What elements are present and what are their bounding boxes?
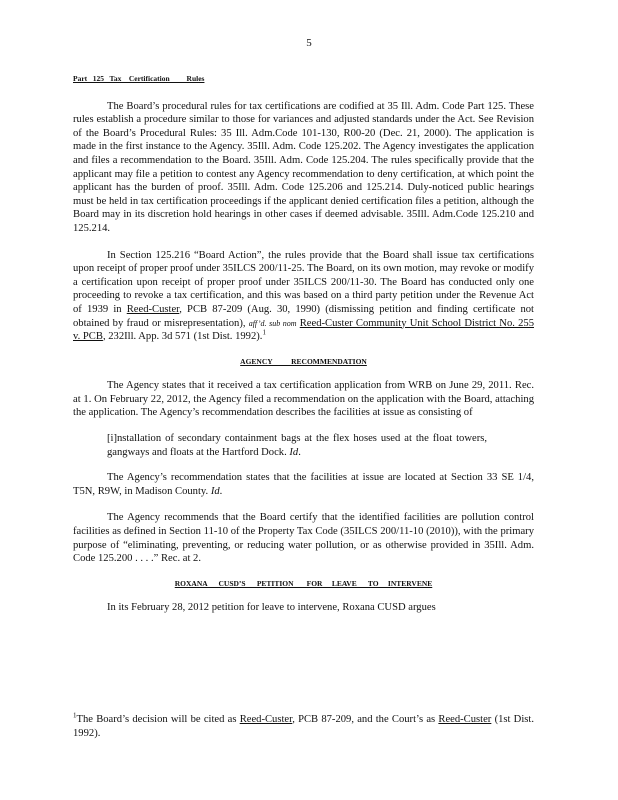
footnote-reference: 1 <box>262 328 266 337</box>
footnote-case-reed-custer-court: Reed-Custer <box>438 714 492 725</box>
quoted-facility-description: [i]nstallation of secondary containment bags at the flex hoses used at the float towers, gangways and floats at the Hartford Dock. Id. <box>107 433 487 458</box>
document-body <box>73 72 534 615</box>
paragraph-roxana-argues: In its February 28, 2012 petition for leave to intervene, Roxana CUSD argues <box>107 602 436 614</box>
paragraph-agency-recommends: The Agency recommends that the Board certify that the identified facilities are pollution control facilities as defined in Section 11-10 of the Property Tax Code (35ILCS 200/11-10 (2010)), with the primary purpose of “eliminating, preventing, or reducing water pollution, or as otherwise provided in 35Ill. Adm. Code 125.200 . . . .” Rec. at 2. <box>73 512 534 565</box>
case-reed-custer: Reed-Custer <box>126 303 180 315</box>
paragraph-board-action <box>73 249 534 344</box>
affd-sub-nom: aff’d. sub nom <box>248 318 297 328</box>
paragraph-facility-location: The Agency’s recommendation states that the facilities at issue are located at Section 33 SE 1/4, T5N, R9W, in Madison County. Id. <box>73 472 534 497</box>
board-action-text-b: , PCB 87-209 (Aug. 30, 1990) (dismissing petition and finding certificate not obtained by fraud or misrepresentation), <box>73 303 534 329</box>
agency-recommendation-heading: AGENCY RECOMMENDATION <box>240 356 367 366</box>
paragraph-agency-received: The Agency states that it received a tax certification application from WRB on June 29, 2011. Rec. at 1. On February 22, 2012, the Agency filed a recommendation on the application with the Board, attaching the application. The Agency’s recommendation describes the facilities at issue as consisting of <box>73 380 534 419</box>
footnote: $^1$The Board’s decision will be cited as Reed-Custer, PCB 87-209, and the Court’s as Reed-Custer (1st Dist. 1992). <box>73 711 534 739</box>
footnote-mark: 1 <box>73 711 77 720</box>
roxana-petition-heading: ROXANA CUSD’S PETITION FOR LEAVE TO INTERVENE <box>174 578 433 588</box>
board-action-text-d: , 232Ill. App. 3d 571 (1st Dist. 1992). <box>102 331 263 343</box>
id-citation: Id <box>210 485 220 497</box>
id-citation: Id <box>289 446 299 458</box>
footnote-case-reed-custer: Reed-Custer <box>239 714 293 725</box>
case-reed-custer-district: Reed-Custer Community Unit School District No. 255 v. PCB <box>73 317 534 343</box>
page-number: 5 <box>306 37 312 49</box>
part-125-heading: Part 125 Tax Certification Rules <box>73 74 205 83</box>
paragraph-procedural-rules: The Board’s procedural rules for tax certifications are codified at 35 Ill. Adm. Code Part 125. These rules establish a procedure similar to those for variances and adjusted standards under the Act. See Revision of the Board’s Procedural Rules: 35 Ill. Adm.Code 101-130, R00-20 (Dec. 21, 2000). The application is made in the first instance to the Agency. 35Ill. Adm. Code 125.202. The Agency investigates the application and files a recommendation to the Board. 35Ill. Adm. Code 125.204. The rules specifically provide that the applicant may file a petition to contest any Agency recommendation to deny certification, at which point the applicant has the burden of proof. 35Ill. Adm. Code 125.206 and 125.214. Duly-noticed public hearings must be held in tax certification proceedings if the applicant denied certification files a petition, although the Board may in its discretion hold hearings in other cases if deemed advisable. 35Ill. Adm.Code 125.210 and 125.214. <box>73 100 534 234</box>
board-action-text-a: In Section 125.216 “Board Action”, the rules provide that the Board shall issue tax certifications upon receipt of proper proof under 35ILCS 200/11-25. The Board, on its own motion, may revoke or modify a certification upon receipt of proper proof under 35ILCS 200/11-30. The Board has conducted only one proceeding to revoke a tax certification, and this was based on a third party petition under the Revenue Act of 1939 in <box>73 249 534 315</box>
